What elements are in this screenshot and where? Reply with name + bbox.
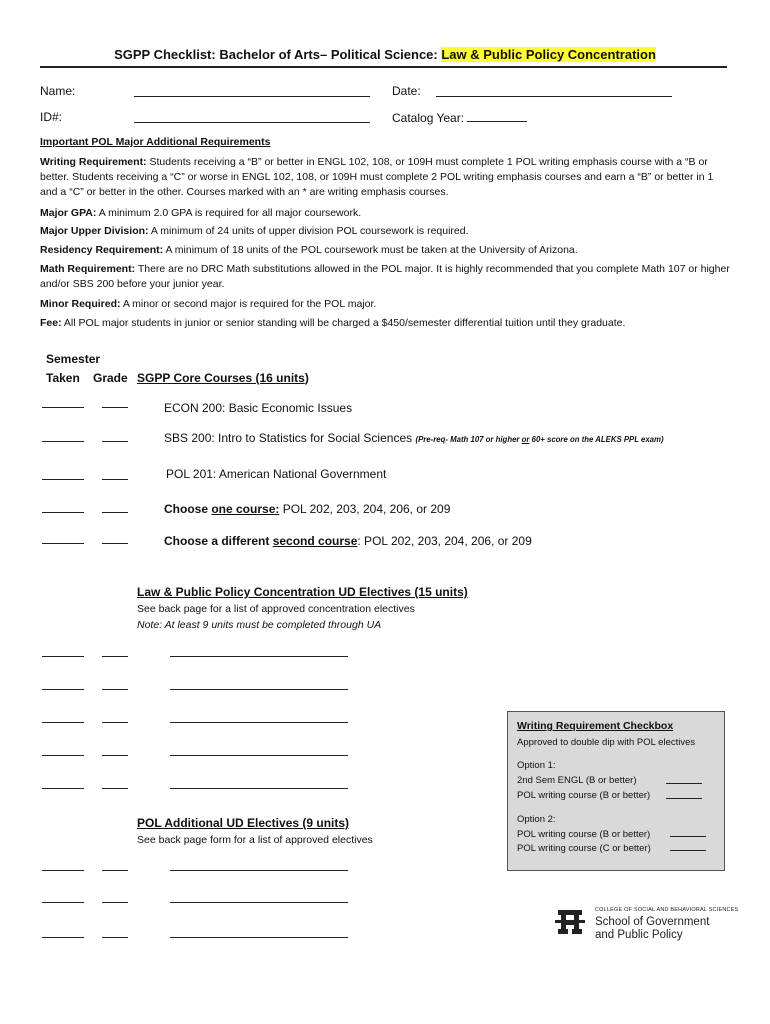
requirements-heading: Important POL Major Additional Requirements [40,136,271,148]
grade-blank[interactable] [102,543,128,544]
university-a-logo-icon [555,906,585,938]
catalog-year-label: Catalog Year: [392,110,527,125]
semester-blank[interactable] [42,689,84,690]
semester-blank[interactable] [42,722,84,723]
semester-blank[interactable] [42,479,84,480]
grade-blank[interactable] [102,479,128,480]
college-name: COLLEGE OF SOCIAL AND BEHAVIORAL SCIENCES [595,907,739,913]
major-gpa: Major GPA: A minimum 2.0 GPA is required for all major coursework. [40,207,362,219]
grade-blank[interactable] [102,937,128,938]
option-1-pol-blank[interactable] [666,798,702,799]
semester-blank[interactable] [42,407,84,408]
core-courses-heading: SGPP Core Courses (16 units) [137,371,309,385]
grade-blank[interactable] [102,441,128,442]
semester-blank[interactable] [42,543,84,544]
option-1-pol: POL writing course (B or better) [517,790,651,801]
additional-electives-heading: POL Additional UD Electives (9 units) [137,816,350,830]
additional-electives-info: See back page form for a list of approved electives [137,834,373,846]
school-name-line-2: and Public Policy [595,929,683,941]
option-1-label: Option 1: [517,760,556,771]
taken-column-label: Taken [46,371,80,385]
checkbox-title: Writing Requirement Checkbox [517,720,674,732]
writing-requirement-checkbox [507,711,725,871]
major-upper-division: Major Upper Division: A minimum of 24 units of upper division POL coursework is required. [40,225,469,237]
name-label: Name: [40,84,76,98]
id-field[interactable] [134,110,370,128]
grade-blank[interactable] [102,512,128,513]
grade-blank[interactable] [102,870,128,871]
grade-blank[interactable] [102,407,128,408]
elective-course-blank[interactable] [170,937,348,938]
option-2-label: Option 2: [517,814,556,825]
concentration-heading: Law & Public Policy Concentration UD Electives (15 units) [137,585,468,599]
option-2-pol-c: POL writing course (C or better) [517,843,651,854]
grade-column-label: Grade [93,371,128,385]
minor-required: Minor Required: A minor or second major is required for the POL major. [40,298,377,310]
grade-blank[interactable] [102,656,128,657]
grade-blank[interactable] [102,689,128,690]
choose-second-course: Choose a different second course: POL 202, 203, 204, 206, or 209 [164,534,532,548]
name-field[interactable] [134,84,370,102]
elective-course-blank[interactable] [170,722,348,723]
residency-requirement: Residency Requirement: A minimum of 18 units of the POL coursework must be taken at the University of Arizona. [40,244,578,256]
concentration-info: See back page for a list of approved concentration electives [137,603,415,615]
grade-blank[interactable] [102,755,128,756]
semester-blank[interactable] [42,788,84,789]
prereq-note: (Pre-req- Math 107 or higher or 60+ score on the ALEKS PPL exam) [415,435,664,444]
semester-blank[interactable] [42,656,84,657]
option-2-pol-c-blank[interactable] [670,850,706,851]
checkbox-subtitle: Approved to double dip with POL electives [517,737,696,748]
concentration-note: Note: At least 9 units must be completed through UA [137,619,382,631]
page-title: SGPP Checklist: Bachelor of Arts– Political Science: Law & Public Policy Concentration [114,47,656,62]
semester-blank[interactable] [42,512,84,513]
elective-course-blank[interactable] [170,656,348,657]
choose-one-course: Choose one course: POL 202, 203, 204, 206, or 209 [164,502,451,516]
school-name-line-1: School of Government [595,916,710,928]
semester-column-label: Semester [46,352,101,366]
title-rule [40,66,727,68]
elective-course-blank[interactable] [170,788,348,789]
course-sbs-200: SBS 200: Intro to Statistics for Social Sciences (Pre-req- Math 107 or higher or 60+ score on the ALEKS PPL exam) [164,431,664,445]
date-label: Date: [392,84,421,98]
course-pol-201: POL 201: American National Government [166,467,387,481]
option-1-engl-blank[interactable] [666,783,702,784]
elective-course-blank[interactable] [170,902,348,903]
elective-course-blank[interactable] [170,870,348,871]
semester-blank[interactable] [42,870,84,871]
writing-requirement: Writing Requirement: Students receiving a “B” or better in ENGL 102, 108, or 109H must complete 1 POL writing emphasis course with a “B or better. Students receiving a “C” or worse in ENGL 102, 108, or 109H must complete 2 POL writing emphasis courses and earn a “B” or better in 1 and a “C” or better in the other. Courses marked with an * are writing emphasis courses. [40,156,714,198]
id-label: ID#: [40,110,63,124]
course-econ-200: ECON 200: Basic Economic Issues [164,401,353,415]
grade-blank[interactable] [102,722,128,723]
elective-course-blank[interactable] [170,689,348,690]
semester-blank[interactable] [42,441,84,442]
grade-blank[interactable] [102,902,128,903]
option-2-pol-b-blank[interactable] [670,836,706,837]
semester-blank[interactable] [42,755,84,756]
date-field[interactable] [436,84,672,102]
semester-blank[interactable] [42,937,84,938]
option-2-pol-b: POL writing course (B or better) [517,829,651,840]
semester-blank[interactable] [42,902,84,903]
math-requirement: Math Requirement: There are no DRC Math substitutions allowed in the POL major. It is highly recommended that you complete Math 107 or higher and/or SBS 200 before your junior year. [40,263,730,290]
fee-requirement: Fee: All POL major students in junior or senior standing will be charged a $450/semester differential tuition until they graduate. [40,317,626,329]
grade-blank[interactable] [102,788,128,789]
title-highlight: Law & Public Policy Concentration [441,47,656,62]
elective-course-blank[interactable] [170,755,348,756]
option-1-engl: 2nd Sem ENGL (B or better) [517,775,637,786]
catalog-year-field[interactable] [467,110,527,122]
